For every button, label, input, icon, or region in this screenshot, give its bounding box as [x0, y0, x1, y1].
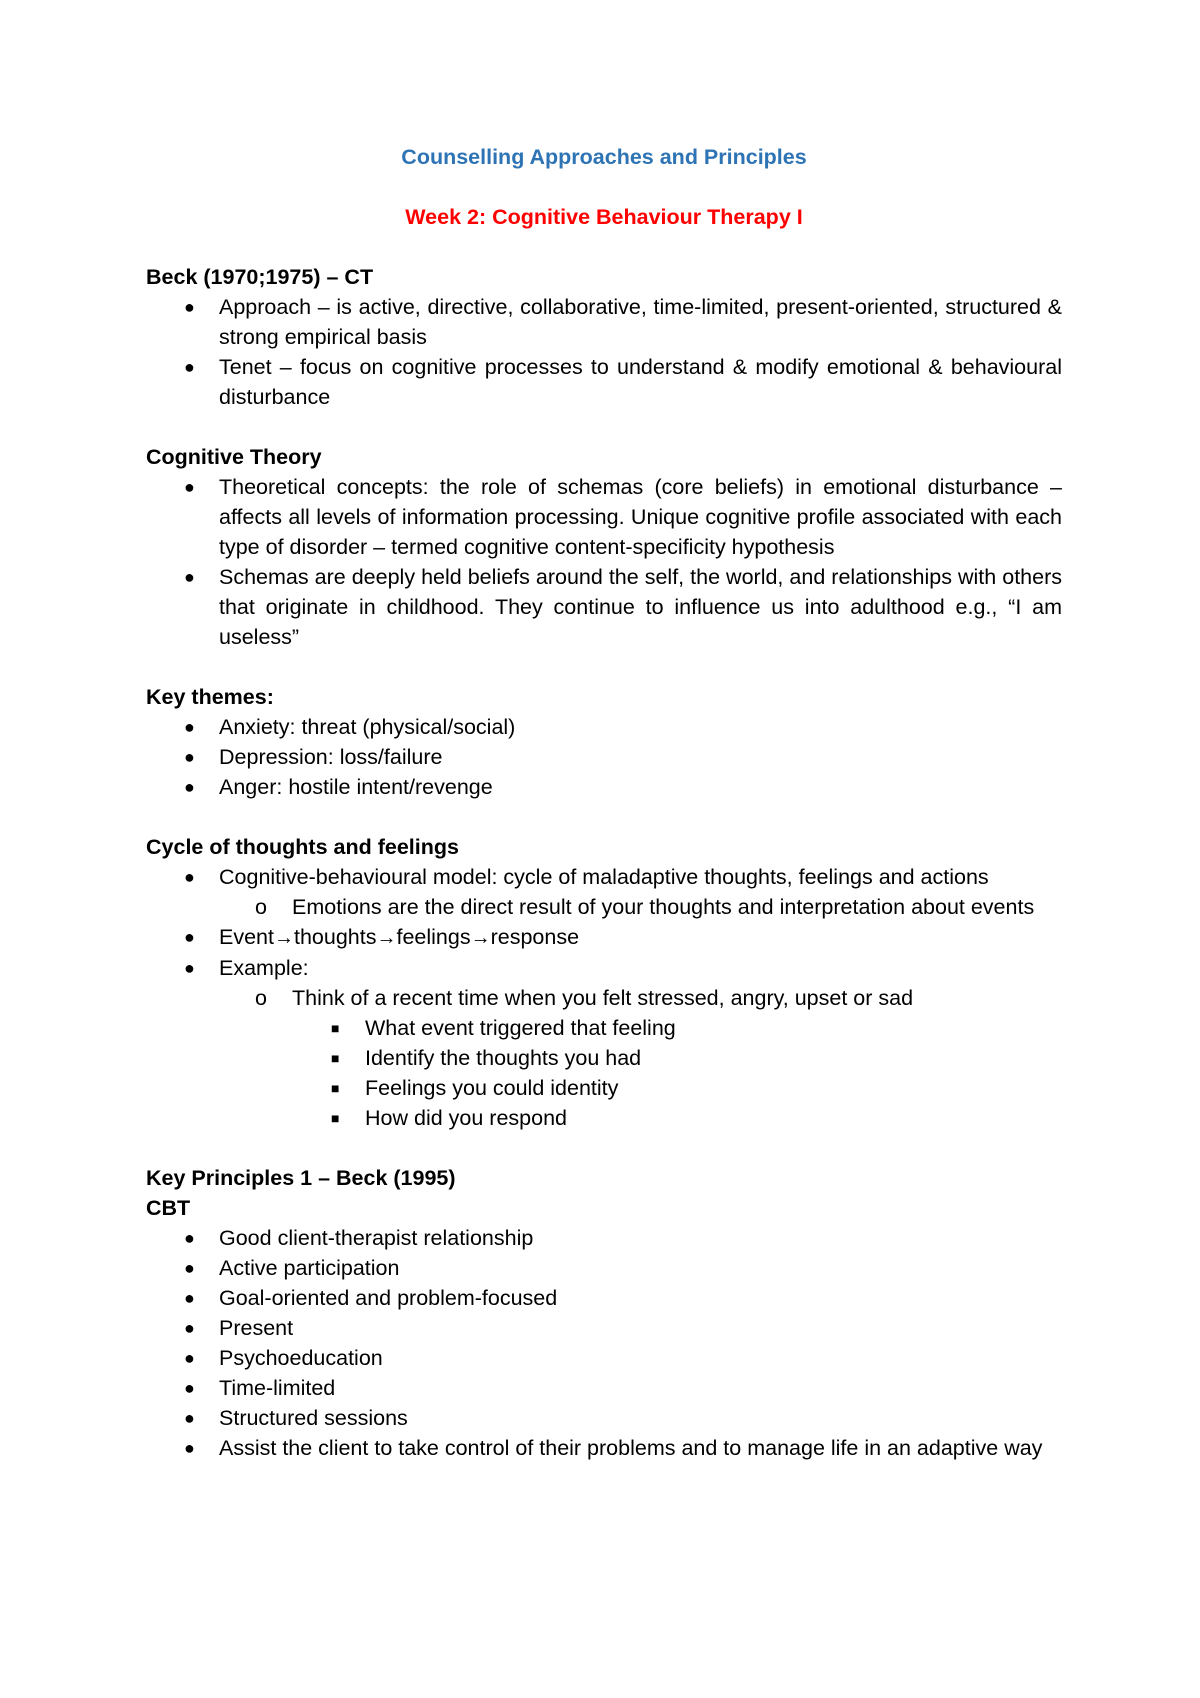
flow-feelings: feelings	[396, 925, 471, 949]
list-item	[146, 712, 1062, 742]
bullet-icon: ●	[184, 958, 195, 978]
list-item	[146, 472, 1062, 562]
list-item-text: Active participation	[219, 1256, 400, 1280]
document-page	[146, 142, 1062, 1493]
bullet-icon: ●	[184, 1288, 195, 1308]
list-item	[146, 953, 1062, 1133]
list-item-text: Identify the thoughts you had	[365, 1046, 642, 1070]
section-heading: Cognitive Theory	[146, 445, 322, 469]
bullet-list	[146, 1223, 1062, 1463]
list-item	[146, 1433, 1062, 1463]
list-item-text: What event triggered that feeling	[365, 1016, 676, 1040]
bullet-icon: ●	[184, 1408, 195, 1428]
flow-thoughts: thoughts	[293, 925, 377, 949]
flow-event: Event	[219, 925, 274, 949]
bullet-icon: ●	[184, 717, 195, 737]
list-item	[146, 1313, 1062, 1343]
list-item-text: Tenet – focus on cognitive processes to understand & modify emotional & behavioural disturbance	[219, 355, 1062, 409]
section-heading: Key themes:	[146, 685, 274, 709]
list-item-text: Good client-therapist relationship	[219, 1226, 534, 1250]
square-bullet-icon: ■	[331, 1110, 340, 1126]
section-subheading: CBT	[146, 1196, 191, 1220]
list-item	[146, 772, 1062, 802]
sub-list-item	[219, 983, 1062, 1133]
bullet-icon: ●	[184, 867, 195, 887]
bullet-icon: ●	[184, 297, 195, 317]
sub-sub-list-item	[292, 1043, 1062, 1073]
list-item	[146, 352, 1062, 412]
circle-bullet-icon: o	[255, 895, 267, 919]
square-bullet-icon: ■	[331, 1020, 340, 1036]
bullet-icon: ●	[184, 1228, 195, 1248]
bullet-list	[146, 472, 1062, 652]
list-item-text: How did you respond	[365, 1106, 567, 1130]
bullet-icon: ●	[184, 1438, 195, 1458]
document-subtitle: Week 2: Cognitive Behaviour Therapy I	[405, 205, 803, 229]
bullet-list	[146, 862, 1062, 1133]
bullet-icon: ●	[184, 777, 195, 797]
sub-list	[219, 892, 1062, 922]
bullet-icon: ●	[184, 927, 195, 947]
section-beck	[146, 262, 1062, 412]
flow-response: response	[490, 925, 580, 949]
sub-sub-list-item	[292, 1013, 1062, 1043]
section-heading: Cycle of thoughts and feelings	[146, 835, 459, 859]
section-heading: Beck (1970;1975) – CT	[146, 265, 374, 289]
list-item-text: Schemas are deeply held beliefs around the self, the world, and relationships with others that originate in childhood. They continue to influence us into adulthood e.g., “I am useless”	[219, 565, 1062, 649]
list-item-text: Approach – is active, directive, collaborative, time-limited, present-oriented, structured & strong empirical basis	[219, 295, 1062, 349]
list-item-text: Present	[219, 1316, 294, 1340]
list-item	[146, 1343, 1062, 1373]
list-item-text: Emotions are the direct result of your thoughts and interpretation about events	[292, 895, 1035, 919]
sub-sub-list	[292, 1013, 1062, 1133]
list-item	[146, 1223, 1062, 1253]
list-item-text: Think of a recent time when you felt stressed, angry, upset or sad	[292, 986, 914, 1010]
section-key-themes	[146, 682, 1062, 802]
sub-list	[219, 983, 1062, 1133]
list-item-text: Example:	[219, 956, 309, 980]
list-item	[146, 1373, 1062, 1403]
list-item	[146, 922, 1062, 953]
list-item	[146, 1403, 1062, 1433]
list-item	[146, 1253, 1062, 1283]
bullet-icon: ●	[184, 1348, 195, 1368]
list-item-text: Goal-oriented and problem-focused	[219, 1286, 558, 1310]
sub-sub-list-item	[292, 1073, 1062, 1103]
arrow-right-icon: →	[376, 927, 397, 949]
bullet-icon: ●	[184, 1258, 195, 1278]
list-item	[146, 742, 1062, 772]
list-item-text: Cognitive-behavioural model: cycle of maladaptive thoughts, feelings and actions	[219, 865, 989, 889]
circle-bullet-icon: o	[255, 986, 267, 1010]
sub-list-item	[219, 892, 1062, 922]
document-title: Counselling Approaches and Principles	[401, 145, 807, 169]
square-bullet-icon: ■	[331, 1050, 340, 1066]
bullet-icon: ●	[184, 357, 195, 377]
list-item-text: Psychoeducation	[219, 1346, 383, 1370]
list-item-text: Assist the client to take control of their problems and to manage life in an adaptive way	[219, 1436, 1043, 1460]
section-cognitive-theory	[146, 442, 1062, 652]
square-bullet-icon: ■	[331, 1080, 340, 1096]
bullet-list	[146, 712, 1062, 802]
bullet-icon: ●	[184, 1378, 195, 1398]
bullet-icon: ●	[184, 567, 195, 587]
list-item-text: Depression: loss/failure	[219, 745, 443, 769]
arrow-right-icon: →	[470, 927, 491, 949]
list-item-text: Anxiety: threat (physical/social)	[219, 715, 516, 739]
list-item-text: Time-limited	[219, 1376, 336, 1400]
section-heading: Key Principles 1 – Beck (1995)	[146, 1166, 456, 1190]
bullet-icon: ●	[184, 477, 195, 497]
list-item-text: Feelings you could identity	[365, 1076, 619, 1100]
list-item	[146, 292, 1062, 352]
list-item	[146, 862, 1062, 922]
list-item	[146, 1283, 1062, 1313]
bullet-icon: ●	[184, 1318, 195, 1338]
list-item-text: Structured sessions	[219, 1406, 408, 1430]
section-key-principles	[146, 1163, 1062, 1463]
section-cycle	[146, 832, 1062, 1133]
arrow-right-icon: →	[273, 927, 294, 949]
bullet-icon: ●	[184, 747, 195, 767]
list-item-text: Theoretical concepts: the role of schemas (core beliefs) in emotional disturbance – affects all levels of information processing. Unique cognitive profile associated with each type of disorder – termed cognitive content-specificity hypothesis	[219, 475, 1062, 559]
bullet-list	[146, 292, 1062, 412]
list-item-text: Anger: hostile intent/revenge	[219, 775, 493, 799]
sub-sub-list-item	[292, 1103, 1062, 1133]
list-item	[146, 562, 1062, 652]
